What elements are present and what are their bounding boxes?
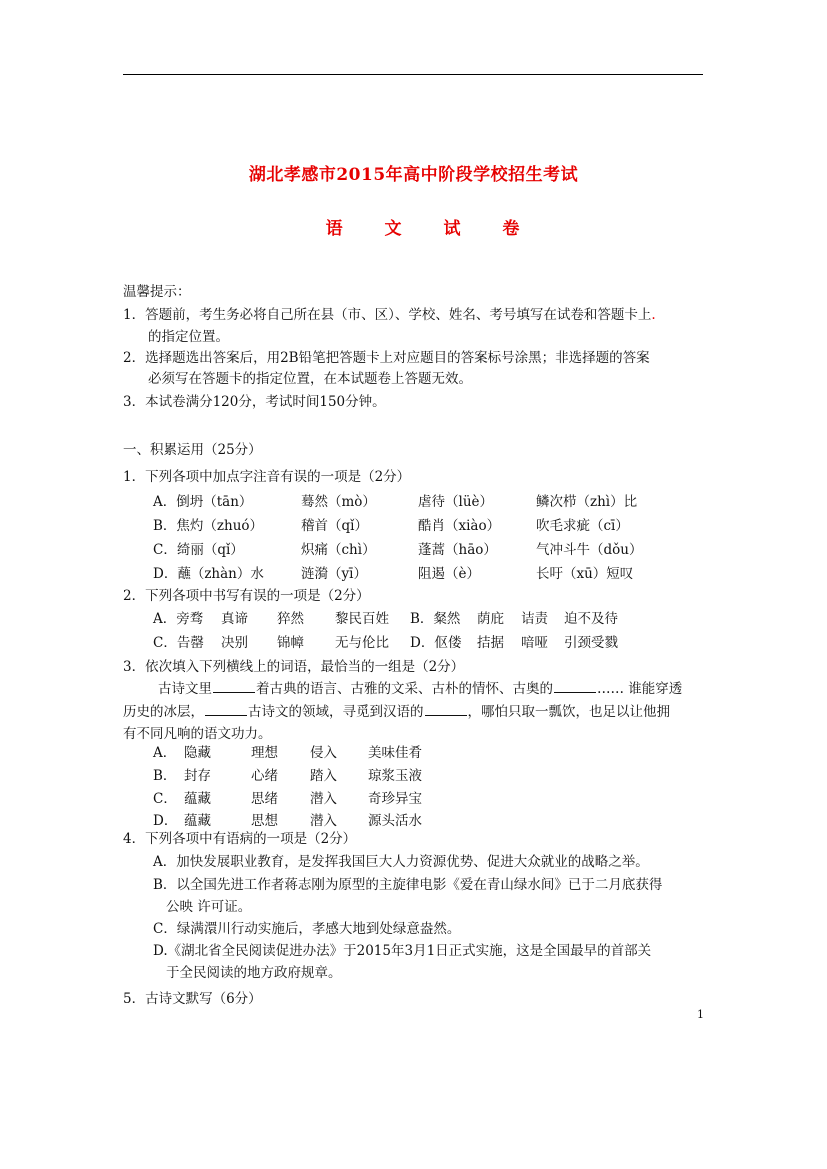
option-cell: 思想 bbox=[251, 813, 278, 829]
question-4-stem: 4．下列各项中有语病的一项是（2分） bbox=[123, 831, 357, 847]
option-cell: B． bbox=[153, 768, 177, 784]
option-cell: B．粲然 bbox=[410, 611, 461, 627]
option-cell: 吹毛求疵（cī） bbox=[536, 518, 629, 534]
option-cell: 猝然 bbox=[277, 611, 304, 627]
question-4-option-c: C．绿满澴川行动实施后，孝感大地到处绿意盎然。 bbox=[153, 921, 461, 937]
option-cell: 潜入 bbox=[310, 813, 337, 829]
question-3-stem: 3．依次填入下列横线上的词语，最恰当的一组是（2分） bbox=[123, 659, 465, 675]
option-cell: 蕴藏 bbox=[184, 813, 211, 829]
tip-2-line-2: 必须写在答题卡的指定位置，在本试题卷上答题无效。 bbox=[148, 371, 472, 387]
option-cell: 美味佳肴 bbox=[368, 745, 422, 761]
tip-2-line-1: 2．选择题选出答案后，用2B铅笔把答题卡上对应题目的答案标号涂黑；非选择题的答案 bbox=[123, 350, 650, 366]
option-cell: D． bbox=[153, 813, 178, 829]
question-4-option-b-line-1: B．以全国先进工作者蒋志刚为原型的主旋律电影《爱在青山绿水间》已于二月底获得 bbox=[153, 877, 663, 893]
fill-blank bbox=[425, 703, 467, 716]
option-cell: B．焦灼（zhuó） bbox=[153, 518, 264, 534]
tip-1-line-1 bbox=[123, 306, 656, 324]
option-cell: 琼浆玉液 bbox=[368, 768, 422, 784]
passage-text: 历史的冰层， bbox=[123, 704, 204, 720]
question-3-passage-line-2 bbox=[123, 703, 670, 721]
question-3-passage-line-1 bbox=[158, 680, 682, 698]
option-cell: 喑哑 bbox=[521, 635, 548, 651]
option-cell: 虐待（lüè） bbox=[418, 494, 494, 510]
option-cell: D．蘸（zhàn）水 bbox=[153, 566, 264, 582]
passage-text: 古诗文里 bbox=[158, 681, 212, 697]
option-cell: 蓦然（mò） bbox=[301, 494, 376, 510]
question-4-option-d-line-2: 于全民阅读的地方政府规章。 bbox=[166, 965, 342, 981]
option-cell: A． bbox=[153, 745, 177, 761]
option-cell: 涟漪（yī） bbox=[301, 566, 367, 582]
fill-blank bbox=[213, 680, 255, 693]
option-cell: 酷肖（xiào） bbox=[418, 518, 501, 534]
fill-blank bbox=[205, 703, 247, 716]
passage-text: 着古典的语言、古雅的文采、古朴的情怀、古奥的 bbox=[256, 681, 553, 697]
option-cell: 锦幛 bbox=[277, 635, 304, 651]
option-cell: C． bbox=[153, 791, 177, 807]
option-cell: C．告罄 bbox=[153, 635, 204, 651]
option-cell: C．绮丽（qǐ） bbox=[153, 542, 244, 558]
option-cell: 诘责 bbox=[521, 611, 548, 627]
option-cell: 真谛 bbox=[221, 611, 248, 627]
option-cell: 气冲斗牛（dǒu） bbox=[536, 542, 643, 558]
option-cell: D．伛偻 bbox=[410, 635, 462, 651]
option-cell: 迫不及待 bbox=[564, 611, 618, 627]
option-cell: 无与伦比 bbox=[335, 635, 389, 651]
question-2-stem: 2．下列各项中书写有误的一项是（2分） bbox=[123, 588, 370, 604]
option-cell: 炽痛（chì） bbox=[301, 542, 376, 558]
tip-1-text: 1．答题前，考生务必将自己所在县（市、区）、学校、姓名、考号填写在试卷和答题卡上 bbox=[123, 307, 652, 323]
header-rule bbox=[123, 74, 703, 75]
question-4-option-b-line-2: 公映 许可证。 bbox=[166, 899, 252, 915]
question-3-passage-line-3: 有不同凡响的语文功力。 bbox=[123, 726, 272, 742]
question-5-stem: 5．古诗文默写（6分） bbox=[123, 991, 262, 1007]
tip-1-line-2: 的指定位置。 bbox=[148, 329, 229, 345]
option-cell: 奇珍异宝 bbox=[368, 791, 422, 807]
option-cell: 踏入 bbox=[310, 768, 337, 784]
option-cell: 长吁（xū）短叹 bbox=[536, 566, 634, 582]
option-cell: 心绪 bbox=[251, 768, 278, 784]
option-cell: 阻遏（è） bbox=[418, 566, 480, 582]
option-cell: 荫庇 bbox=[477, 611, 504, 627]
option-cell: 引颈受戮 bbox=[564, 635, 618, 651]
page-number: 1 bbox=[697, 1008, 704, 1021]
option-cell: 侵入 bbox=[310, 745, 337, 761]
option-cell: 封存 bbox=[184, 768, 211, 784]
option-cell: 源头活水 bbox=[368, 813, 422, 829]
option-cell: 理想 bbox=[251, 745, 278, 761]
page-subtitle: 语 文 试 卷 bbox=[325, 219, 538, 239]
passage-text: ，哪怕只取一瓢饮，也足以让他拥 bbox=[467, 704, 670, 720]
passage-text: 古诗文的领域，寻觅到汉语的 bbox=[248, 704, 424, 720]
option-cell: 鳞次栉（zhì）比 bbox=[536, 494, 638, 510]
page-title: 湖北孝感市2015年高中阶段学校招生考试 bbox=[248, 165, 579, 185]
option-cell: 黎民百姓 bbox=[335, 611, 389, 627]
tip-3: 3．本试卷满分120分，考试时间150分钟。 bbox=[123, 394, 386, 410]
option-cell: 拮据 bbox=[477, 635, 504, 651]
option-cell: 隐藏 bbox=[184, 745, 211, 761]
tips-heading: 温馨提示： bbox=[123, 284, 191, 300]
option-cell: 思绪 bbox=[251, 791, 278, 807]
option-cell: 稽首（qǐ） bbox=[301, 518, 368, 534]
option-cell: A．倒坍（tān） bbox=[153, 494, 253, 510]
fill-blank bbox=[554, 680, 596, 693]
section-1-heading: 一、积累运用（25分） bbox=[123, 442, 262, 458]
option-cell: 决别 bbox=[221, 635, 248, 651]
question-4-option-a: A．加快发展职业教育，是发挥我国巨大人力资源优势、促进大众就业的战略之举。 bbox=[153, 854, 649, 870]
option-cell: 蕴藏 bbox=[184, 791, 211, 807]
option-cell: 潜入 bbox=[310, 791, 337, 807]
option-cell: A．旁骛 bbox=[153, 611, 204, 627]
option-cell: 蓬蒿（hāo） bbox=[418, 542, 497, 558]
question-1-stem: 1．下列各项中加点字注音有误的一项是（2分） bbox=[123, 469, 411, 485]
tip-1-red-dot: . bbox=[651, 307, 656, 323]
question-4-option-d-line-1: D.《湖北省全民阅读促进办法》于2015年3月1日正式实施，这是全国最早的首部关 bbox=[153, 943, 652, 959]
passage-text: …… 谁能穿透 bbox=[597, 681, 683, 697]
